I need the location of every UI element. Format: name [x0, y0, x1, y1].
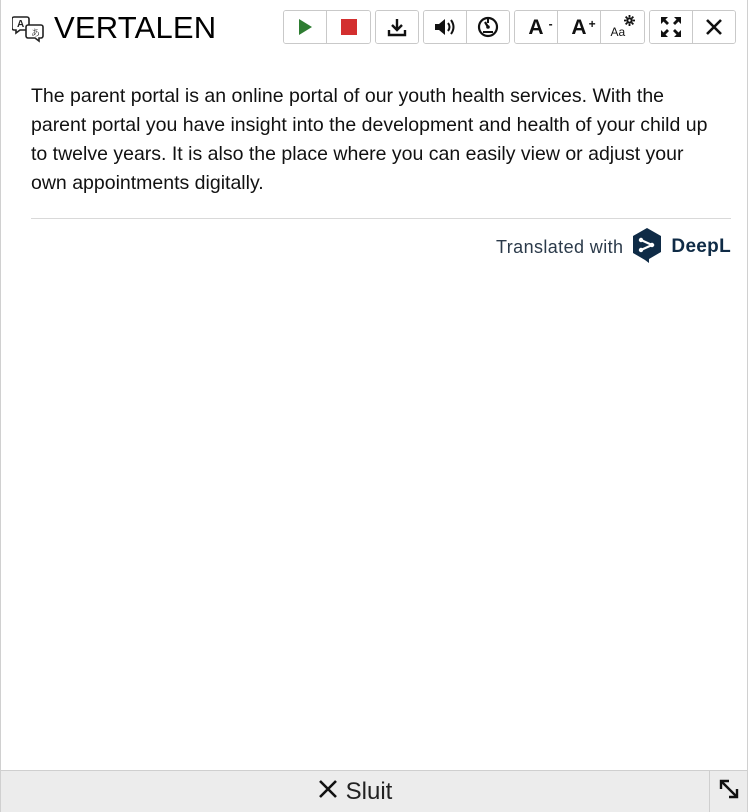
resize-icon: [718, 778, 740, 805]
translation-content: [31, 82, 721, 219]
download-icon: [387, 17, 407, 37]
decrease-font-button[interactable]: [515, 11, 558, 43]
resize-handle[interactable]: [709, 771, 748, 812]
gauge-icon: [477, 16, 499, 38]
svg-text:あ: あ: [31, 29, 41, 39]
increase-font-label: A +: [571, 15, 596, 39]
speed-button[interactable]: [467, 11, 510, 43]
stop-button[interactable]: [327, 11, 370, 43]
speaker-icon: [434, 17, 456, 37]
content-divider: [31, 218, 731, 219]
close-icon: [705, 18, 723, 36]
close-button[interactable]: [693, 11, 736, 43]
deepl-credit[interactable]: [496, 228, 731, 266]
font-size-group: [514, 10, 645, 44]
increase-font-button[interactable]: [558, 11, 601, 43]
play-button[interactable]: [284, 11, 327, 43]
credit-prefix: Translated with: [496, 236, 624, 257]
playback-group: [283, 10, 371, 44]
decrease-font-label: A -: [528, 15, 553, 39]
panel-title: VERTALEN: [54, 10, 217, 45]
gear-icon: [624, 15, 635, 26]
close-x-icon: [318, 779, 338, 804]
panel-header: [1, 0, 747, 60]
play-icon: [297, 18, 313, 36]
translated-text: The parent portal is an online portal of our youth health services. With the parent portal you have insight into the development and health of your child up to twelve years. It is also the place where you can easily view or adjust your own appointments digitally.: [31, 85, 708, 194]
download-group: [375, 10, 419, 44]
sluit-label: Sluit: [345, 777, 393, 805]
window-group: [649, 10, 736, 44]
stop-icon: [340, 18, 358, 36]
expand-icon: [660, 16, 682, 38]
volume-button[interactable]: [424, 11, 467, 43]
panel-footer: [1, 770, 747, 812]
credit-brand: DeepL: [671, 236, 731, 257]
svg-text:A: A: [17, 19, 25, 30]
download-button[interactable]: [376, 11, 418, 43]
fullscreen-button[interactable]: [650, 11, 693, 43]
translate-icon: [12, 14, 46, 44]
deepl-logo-icon: [631, 227, 663, 268]
font-settings-icon: Aa: [611, 15, 635, 39]
audio-group: [423, 10, 510, 44]
sluit-button[interactable]: [1, 771, 709, 812]
font-settings-button[interactable]: [601, 11, 644, 43]
